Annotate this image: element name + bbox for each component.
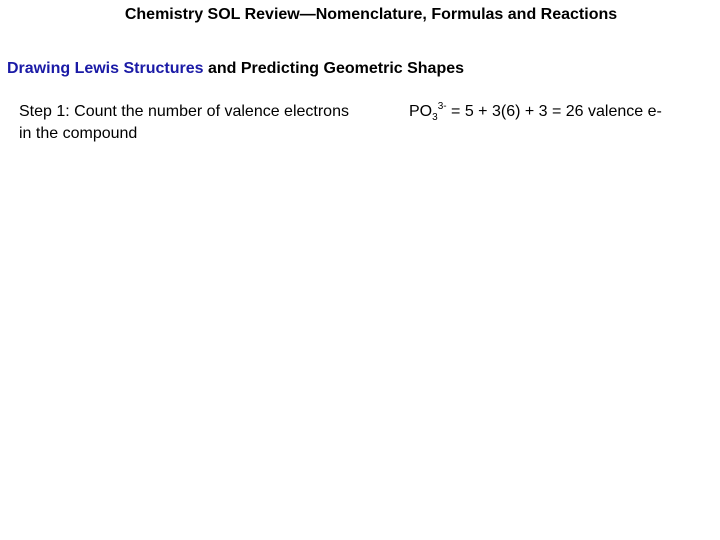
section-heading-rest: and Predicting Geometric Shapes [203, 60, 465, 77]
section-heading-highlight: Drawing Lewis Structures [7, 60, 204, 77]
section-heading [7, 60, 464, 78]
valence-electron-equation [409, 101, 662, 123]
step-1-line-2: in the compound [19, 125, 138, 142]
formula-charge: 3- [437, 100, 447, 112]
page-title: Chemistry SOL Review—Nomenclature, Formulas and Reactions [124, 6, 618, 23]
formula-base: PO [409, 103, 433, 120]
step-1-line-1: Step 1: Count the number of valence electrons [19, 103, 349, 120]
formula-subscript: 3 [432, 112, 438, 124]
step-1-instruction [19, 101, 399, 145]
equation-expression: = 5 + 3(6) + 3 = 26 valence e- [446, 103, 662, 120]
